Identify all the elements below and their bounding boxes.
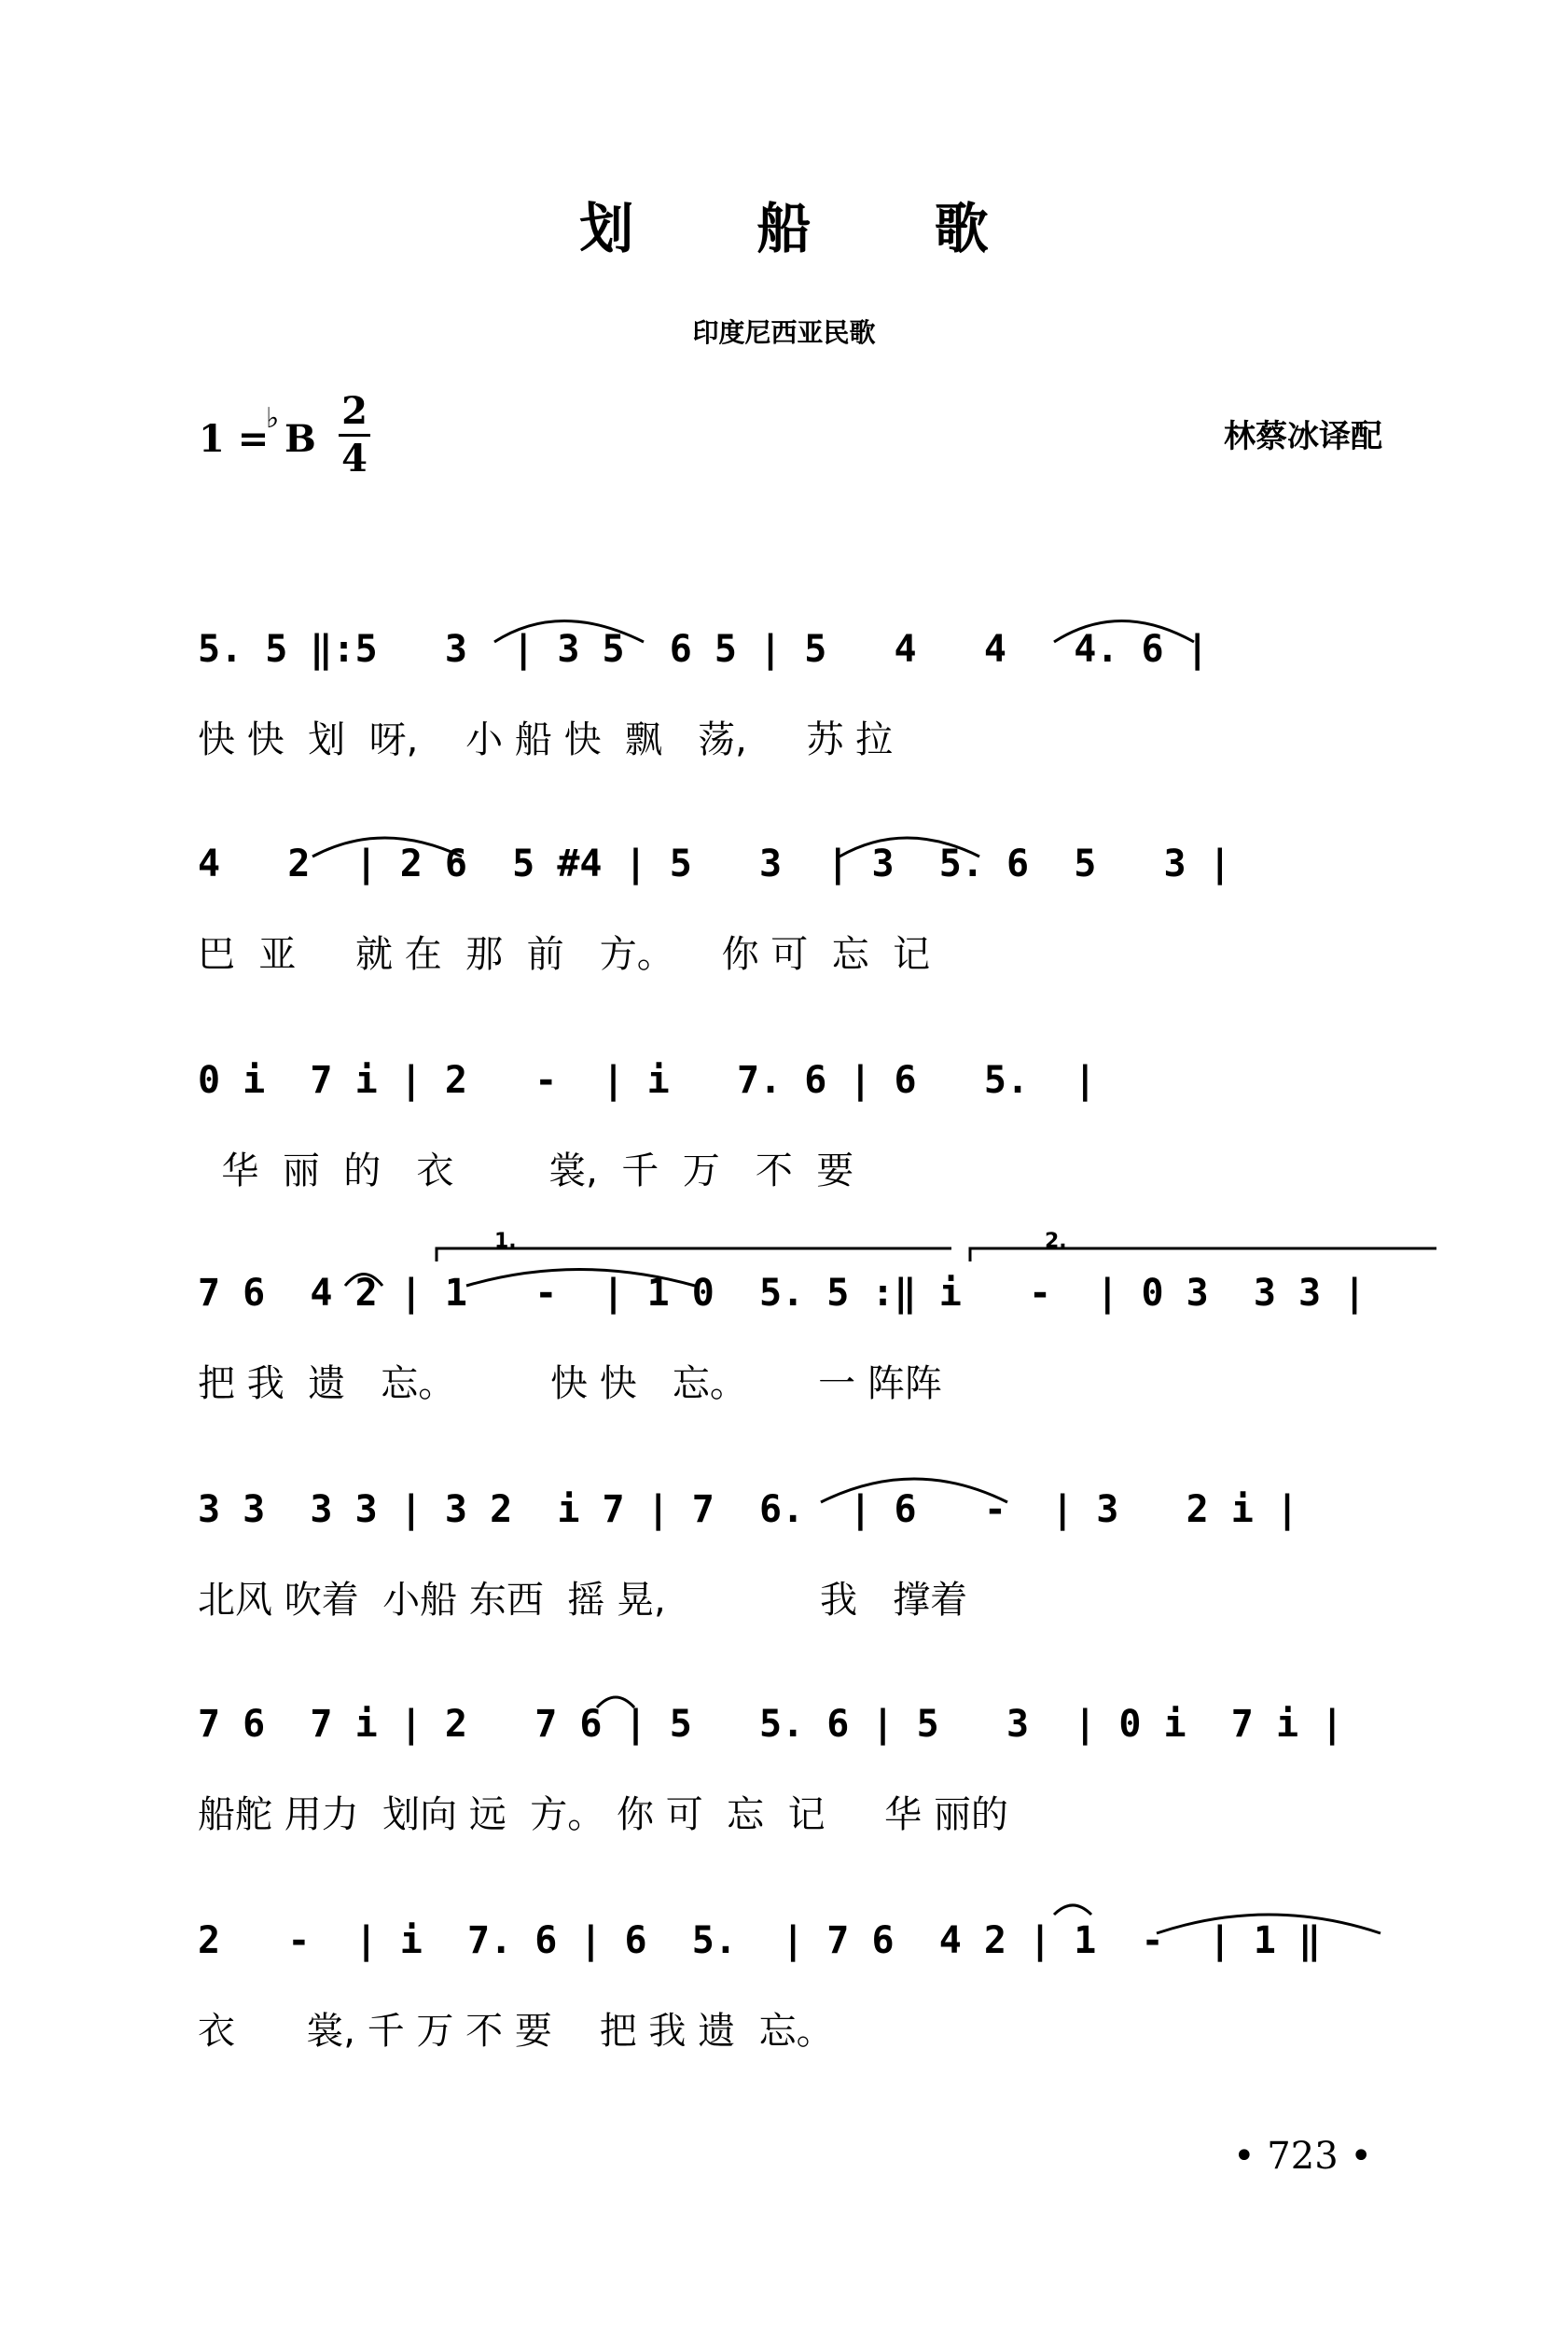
time-numerator: 2 <box>341 389 368 433</box>
notation-line-2: 4 2 | 2 6 5 #4 | 5 3 | 3 5. 6 5 3 | <box>198 843 1231 885</box>
key-note: B <box>284 417 316 461</box>
notation-line-3: 0 i 7 i | 2 - | i 7. 6 | 6 5. | <box>198 1059 1097 1102</box>
lyrics-line-5: 北风 吹着 小船 东西 摇 晃, 我 撑着 <box>198 1579 968 1622</box>
lyrics-line-6: 船舵 用力 划向 远 方。 你 可 忘 记 华 丽的 <box>198 1793 1008 1836</box>
lyrics-line-1: 快 快 划 呀, 小 船 快 飘 荡, 苏 拉 <box>198 718 894 761</box>
song-origin: 印度尼西亚民歌 <box>692 317 876 348</box>
second-ending-label: 2. <box>1045 1230 1067 1253</box>
notation-line-5: 3 3 3 3 | 3 2 i 7 | 7 6. | 6 - | 3 2 i | <box>198 1488 1299 1531</box>
notation-line-4: 7 6 4 2 | 1 - | 1 0 5. 5 :‖ i - | 0 3 3 3 | <box>198 1272 1367 1315</box>
lyrics-line-4: 把 我 遗 忘。 快 快 忘。 一 阵阵 <box>198 1362 942 1405</box>
notation-line-7: 2 - | i 7. 6 | 6 5. | 7 6 4 2 | 1 - | 1 ‖ <box>198 1919 1322 1962</box>
lyrics-line-7: 衣 裳, 千 万 不 要 把 我 遗 忘。 <box>198 2010 834 2053</box>
notation-line-1: 5. 5 ‖:5 3 | 3 5 6 5 | 5 4 4 4. 6 | <box>198 628 1209 671</box>
flat-sign: ♭ <box>266 402 280 435</box>
first-ending-label: 1. <box>494 1230 517 1253</box>
song-title: 划 船 歌 <box>579 197 1041 260</box>
notation-line-6: 7 6 7 i | 2 7 6 | 5 5. 6 | 5 3 | 0 i 7 i | <box>198 1703 1344 1746</box>
time-signature <box>339 391 370 480</box>
key-prefix: 1 = <box>199 417 270 461</box>
arranger-credit: 林蔡冰译配 <box>1224 418 1382 455</box>
lyrics-line-2: 巴 亚 就 在 那 前 方。 你 可 忘 记 <box>198 933 931 976</box>
page-number: • 723 • <box>1233 2135 1372 2178</box>
lyrics-line-3: 华 丽 的 衣 裳, 千 万 不 要 <box>198 1150 854 1192</box>
time-denominator: 4 <box>341 437 368 481</box>
